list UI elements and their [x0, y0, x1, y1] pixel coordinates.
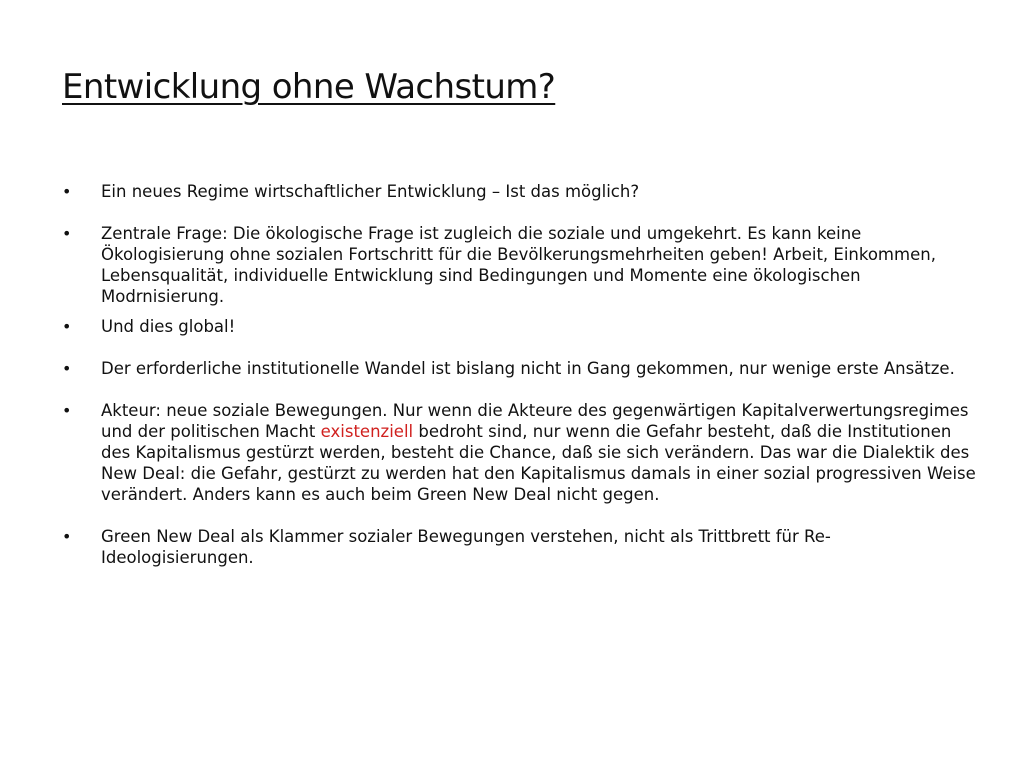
bullet-dot-icon: • [62, 527, 72, 546]
bullet-dot-icon: • [62, 317, 72, 336]
bullet-dot-icon: • [62, 359, 72, 378]
bullet-dot-icon: • [62, 182, 72, 201]
bullet-text-part: bedroht sind, nur wenn die Gefahr besteht, daß die Institutionen des Kapitalismus gestürzt werden, besteht die Chance, daß sie sich verändern. Das war die Dialektik des New Deal: die Gefahr, gestürzt zu werden hat den Kapitalismus damals in einer sozial progressiven Weise verändert. Anders kann es auch beim Green New Deal nicht gegen. [101, 422, 976, 504]
bullet-item [62, 223, 982, 307]
bullet-text: Und dies global! [101, 317, 236, 336]
bullet-dot-icon: • [62, 401, 72, 420]
bullet-item [62, 316, 982, 337]
bullet-text-part: Akteur: neue soziale Bewegungen. Nur wenn die Akteure des gegenwärtigen Kapitalverwertungsregimes und der politischen Macht [101, 401, 969, 441]
bullet-text: Der erforderliche institutionelle Wandel ist bislang nicht in Gang gekommen, nur wenige erste Ansätze. [101, 359, 955, 378]
slide-title: Entwicklung ohne Wachstum? [62, 67, 556, 107]
bullet-item [62, 358, 982, 379]
bullet-dot-icon: • [62, 224, 72, 243]
bullet-text [101, 401, 976, 504]
bullet-item [62, 400, 982, 505]
bullet-text: Ein neues Regime wirtschaftlicher Entwicklung – Ist das möglich? [101, 182, 640, 201]
bullet-item [62, 181, 982, 202]
bullet-text: Green New Deal als Klammer sozialer Bewegungen verstehen, nicht als Trittbrett für Re-Ideologisierungen. [101, 527, 831, 567]
highlighted-word: existenziell [320, 422, 414, 441]
bullet-text: Zentrale Frage: Die ökologische Frage ist zugleich die soziale und umgekehrt. Es kann keine Ökologisierung ohne sozialen Fortschritt für die Bevölkerungsmehrheiten geben! Arbeit, Einkommen, Lebensqualität, individuelle Entwicklung sind Bedingungen und Momente eine ökologischen Modrnisierung. [101, 224, 936, 306]
bullet-item [62, 526, 982, 568]
bullet-list [62, 181, 982, 568]
